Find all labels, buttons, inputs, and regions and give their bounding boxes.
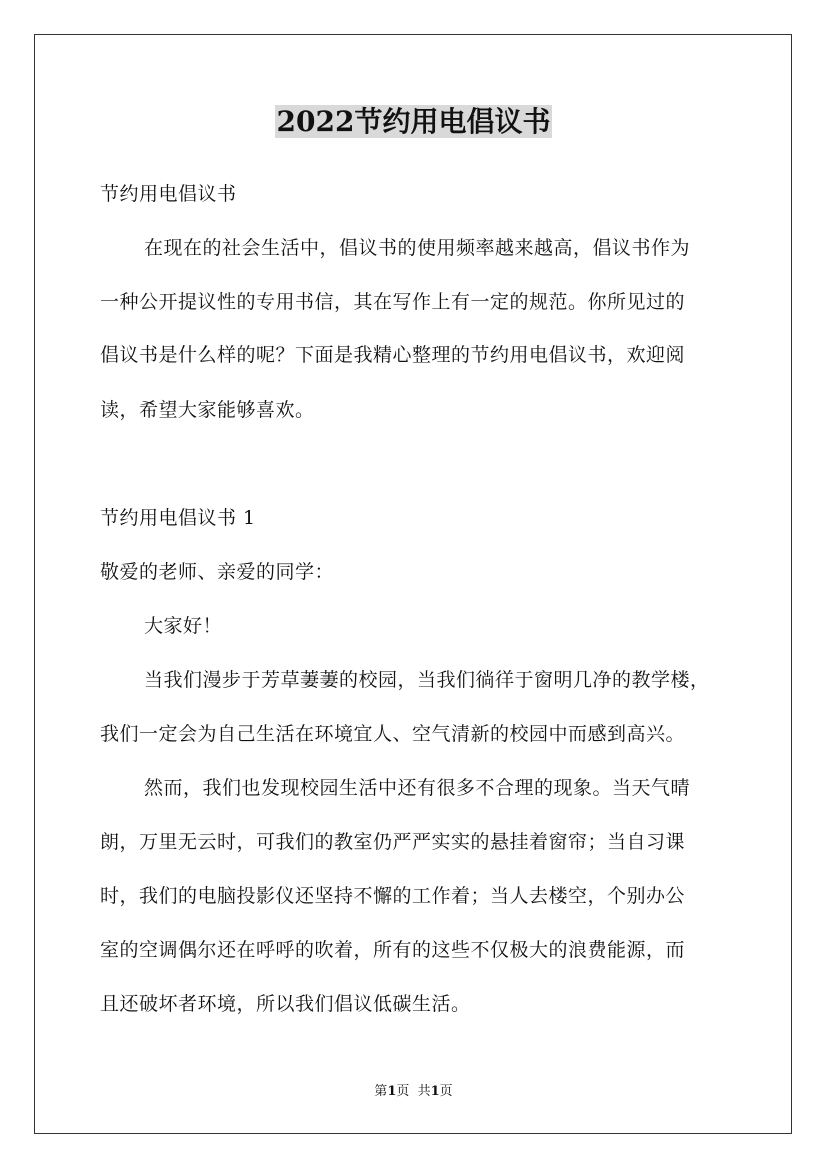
paragraph2-line-4: 室的空调偶尔还在呼呼的吹着，所有的这些不仅极大的浪费能源，而 — [100, 939, 686, 961]
document-title — [0, 100, 827, 144]
footer-mid: 页 共 — [396, 1084, 431, 1099]
intro-line-4: 读，希望大家能够喜欢。 — [100, 399, 315, 421]
paragraph1-line-1: 当我们漫步于芳草萋萋的校园，当我们徜徉于窗明几净的教学楼， — [144, 669, 710, 691]
intro-line-2: 一种公开提议性的专用书信，其在写作上有一定的规范。你所见过的 — [100, 291, 686, 313]
intro-line-1: 在现在的社会生活中，倡议书的使用频率越来越高，倡议书作为 — [144, 237, 691, 259]
footer-total-pages: 1 — [430, 1084, 440, 1099]
document-title-text: 2022节约用电倡议书 — [276, 105, 551, 138]
footer-suffix: 页 — [439, 1084, 453, 1099]
paragraph2-line-5: 且还破坏者环境，所以我们倡议低碳生活。 — [100, 993, 471, 1015]
intro-line-3: 倡议书是什么样的呢？下面是我精心整理的节约用电倡议书，欢迎阅 — [100, 344, 686, 366]
section-heading: 节约用电倡议书 1 — [100, 507, 256, 529]
greeting: 大家好！ — [144, 615, 223, 637]
paragraph2-line-3: 时，我们的电脑投影仪还坚持不懈的工作着；当人去楼空，个别办公 — [100, 885, 686, 907]
page-footer — [0, 1083, 827, 1101]
salutation: 敬爱的老师、亲爱的同学： — [100, 561, 335, 583]
paragraph2-line-1: 然而，我们也发现校园生活中还有很多不合理的现象。当天气晴 — [144, 777, 691, 799]
footer-current-page: 1 — [387, 1084, 397, 1099]
paragraph1-line-2: 我们一定会为自己生活在环境宜人、空气清新的校园中而感到高兴。 — [100, 723, 686, 745]
paragraph2-line-2: 朗，万里无云时，可我们的教室仍严严实实的悬挂着窗帘；当自习课 — [100, 831, 686, 853]
footer-prefix: 第 — [374, 1084, 388, 1099]
subtitle: 节约用电倡议书 — [100, 183, 237, 205]
